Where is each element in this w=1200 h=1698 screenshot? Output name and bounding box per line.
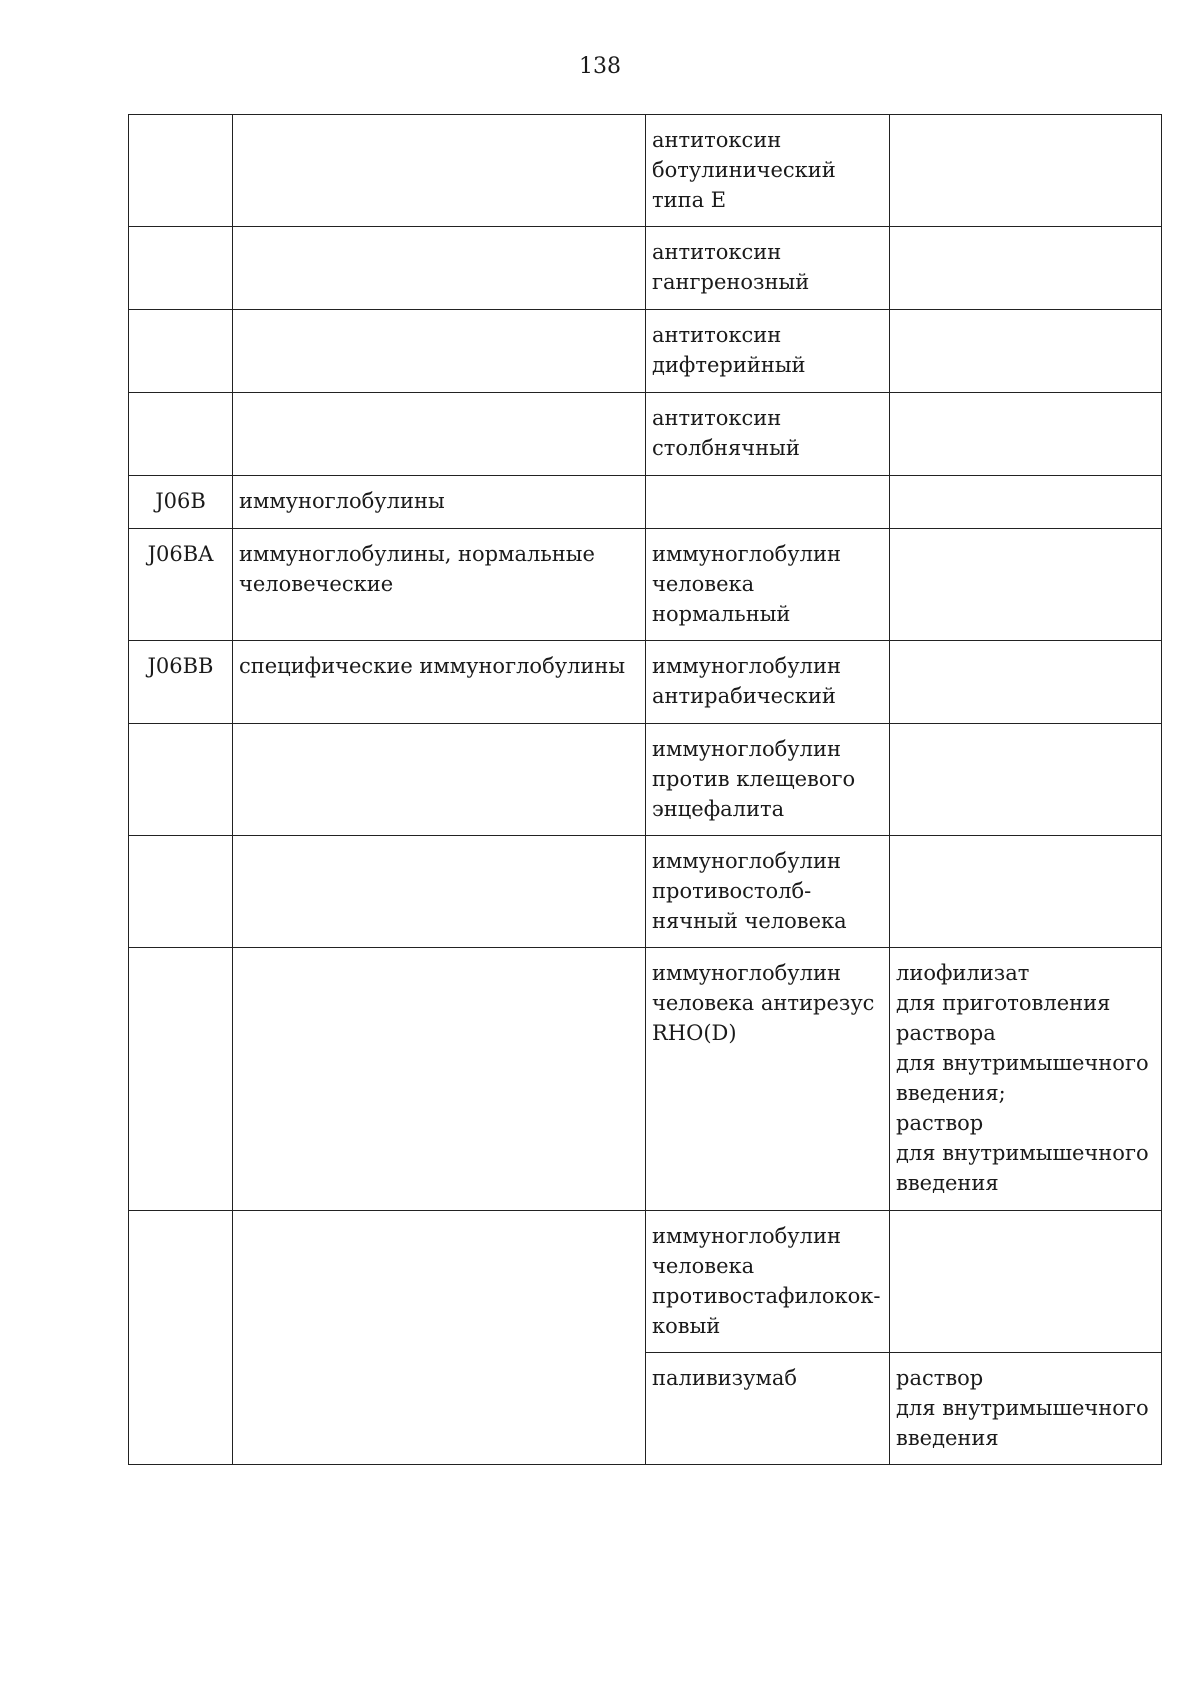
atc-code-cell <box>129 310 233 393</box>
drug-name-cell <box>646 476 890 529</box>
atc-code-cell <box>129 836 233 948</box>
dosage-form-cell <box>890 1211 1162 1353</box>
table-row <box>129 1211 1162 1353</box>
drug-name-cell: антитоксин дифтерийный <box>646 310 890 393</box>
dosage-form-cell <box>890 227 1162 310</box>
atc-code-cell: J06BA <box>129 529 233 641</box>
drug-name-cell: иммуноглобулин против клещевого энцефалита <box>646 724 890 836</box>
table-row <box>129 724 1162 836</box>
group-cell <box>233 724 646 836</box>
group-cell: иммуноглобулины, нормальные человеческие <box>233 529 646 641</box>
group-cell: иммуноглобулины <box>233 476 646 529</box>
drug-name-cell: антитоксин столбнячный <box>646 393 890 476</box>
table-row <box>129 836 1162 948</box>
dosage-form-cell <box>890 393 1162 476</box>
table-row <box>129 529 1162 641</box>
group-cell: специфические иммуноглобулины <box>233 641 646 724</box>
table-row <box>129 948 1162 1211</box>
group-cell <box>233 310 646 393</box>
page-number: 138 <box>579 54 621 79</box>
dosage-form-cell <box>890 476 1162 529</box>
group-cell <box>233 227 646 310</box>
dosage-form-cell <box>890 641 1162 724</box>
table-row <box>129 227 1162 310</box>
atc-code-cell <box>129 1211 233 1465</box>
atc-code-cell: J06BB <box>129 641 233 724</box>
atc-code-cell <box>129 115 233 227</box>
dosage-form-cell <box>890 724 1162 836</box>
drug-name-cell: антитоксин ботулинический типа Е <box>646 115 890 227</box>
atc-code-cell <box>129 724 233 836</box>
drug-name-cell: иммуноглобулин человека нормальный <box>646 529 890 641</box>
atc-code-cell <box>129 948 233 1211</box>
table-row <box>129 476 1162 529</box>
dosage-form-cell <box>890 310 1162 393</box>
group-cell <box>233 836 646 948</box>
dosage-form-cell <box>890 529 1162 641</box>
dosage-form-cell: лиофилизат для приготовления раствора для внутримышечного введения; раствор для внутримышечного введения <box>890 948 1162 1211</box>
dosage-form-cell <box>890 115 1162 227</box>
atc-code-cell <box>129 227 233 310</box>
table-row <box>129 393 1162 476</box>
drug-classification-table <box>128 114 1162 1465</box>
drug-name-cell: иммуноглобулин человека антирезус RHO(D) <box>646 948 890 1211</box>
table-row <box>129 641 1162 724</box>
dosage-form-cell <box>890 836 1162 948</box>
dosage-form-cell: раствор для внутримышечного введения <box>890 1353 1162 1465</box>
atc-code-cell <box>129 393 233 476</box>
drug-name-cell: паливизумаб <box>646 1353 890 1465</box>
group-cell <box>233 115 646 227</box>
group-cell <box>233 1211 646 1465</box>
drug-name-cell: антитоксин гангренозный <box>646 227 890 310</box>
drug-name-cell: иммуноглобулин противостолб- нячный человека <box>646 836 890 948</box>
group-cell <box>233 948 646 1211</box>
table-row <box>129 310 1162 393</box>
drug-name-cell: иммуноглобулин человека противостафилокок- ковый <box>646 1211 890 1353</box>
atc-code-cell: J06B <box>129 476 233 529</box>
table-row <box>129 115 1162 227</box>
group-cell <box>233 393 646 476</box>
drug-name-cell: иммуноглобулин антирабический <box>646 641 890 724</box>
